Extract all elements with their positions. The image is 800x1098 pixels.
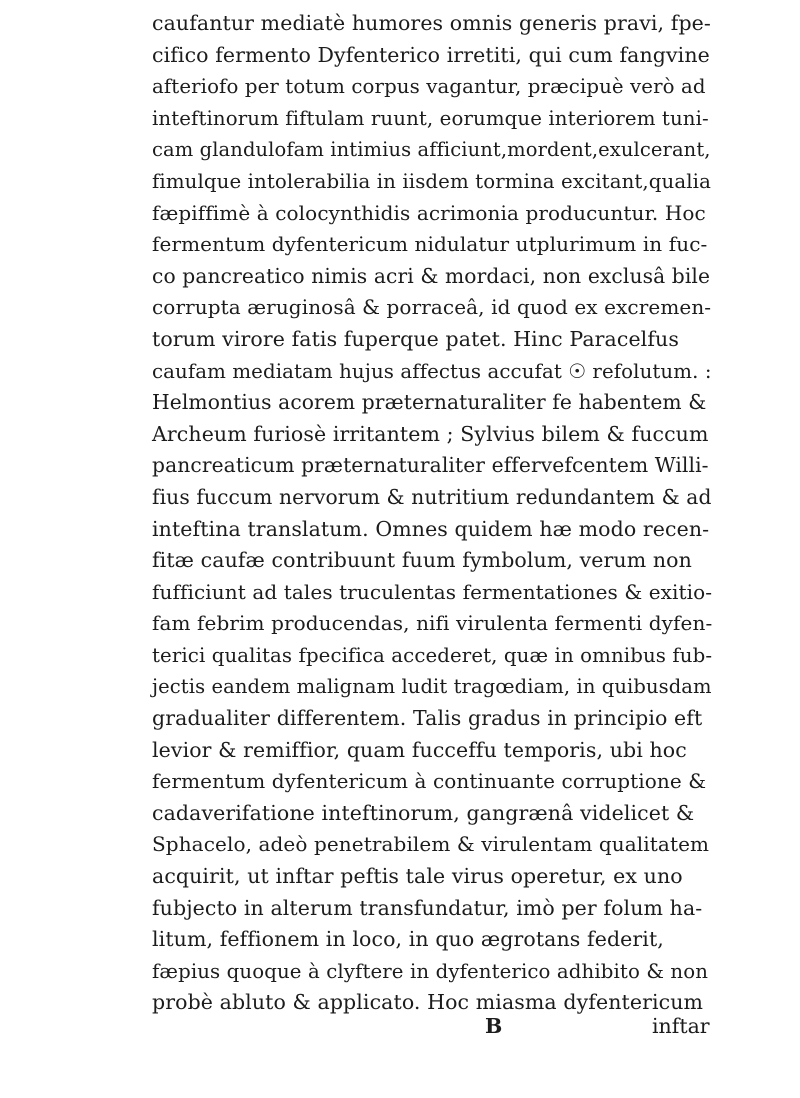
body-text — [152, 8, 712, 1019]
text-line: terici qualitas fpecifica accederet, quæ in omnibus fub- — [152, 643, 713, 667]
text-line: torum virore fatis fuperque patet. Hinc Paracelfus — [152, 326, 679, 351]
catchword: inftar — [652, 1014, 710, 1038]
text-line: Sphacelo, adeò penetrabilem & virulentam qualitatem — [152, 832, 710, 857]
text-line: fitæ caufæ contribuunt fuum fymbolum, verum non — [152, 548, 692, 573]
text-line: fæpiffimè à colocynthidis acrimonia producuntur. Hoc — [152, 200, 706, 225]
text-line: fam febrim producendas, nifi virulenta fermenti dyfen- — [152, 611, 713, 636]
text-line: litum, feffionem in loco, in quo ægrotans federit, — [152, 927, 664, 952]
text-line: levior & remiffior, quam fucceffu temporis, ubi hoc — [152, 737, 687, 762]
text-line: gradualiter differentem. Talis gradus in principio eft — [152, 706, 703, 731]
text-line: cifico fermento Dyfenterico irretiti, qui cum fangvine — [152, 42, 710, 67]
text-line: cadaverifatione inteftinorum, gangrænâ videlicet & — [152, 800, 695, 825]
text-line: co pancreatico nimis acri & mordaci, non exclusâ bile — [152, 263, 711, 288]
text-line: inteftina translatum. Omnes quidem hæ modo recen- — [152, 516, 710, 541]
text-line: corrupta æruginosâ & porraceâ, id quod ex excremen- — [152, 295, 712, 320]
text-line: fius fuccum nervorum & nutritium redundantem & ad — [152, 484, 712, 509]
text-line: probè abluto & applicato. Hoc miasma dyfentericum — [152, 990, 704, 1015]
text-line: fimulque intolerabilia in iisdem tormina excitant,qualia — [152, 169, 711, 193]
page-footer — [152, 1011, 712, 1041]
text-line: caufantur mediatè humores omnis generis pravi, fpe- — [152, 11, 711, 35]
text-line: caufam mediatam hujus affectus accufat ☉ refolutum. : — [152, 359, 712, 383]
text-line: fæpius quoque à clyftere in dyfenterico adhibito & non — [152, 959, 709, 983]
text-line: inteftinorum fiftulam ruunt, eorumque interiorem tuni- — [152, 106, 709, 130]
text-line: fufficiunt ad tales truculentas fermentationes & exitio- — [152, 579, 713, 604]
text-line: afteriofo per totum corpus vagantur, præcipuè verò ad — [152, 75, 706, 99]
text-line: Helmontius acorem præternaturaliter fe habentem & — [152, 390, 707, 415]
text-line: fermentum dyfentericum à continuante corruptione & — [152, 769, 707, 794]
text-line: fubjecto in alterum transfundatur, imò per folum ha- — [152, 895, 703, 920]
text-line: Archeum furiosè irritantem ; Sylvius bilem & fuccum — [152, 421, 709, 446]
signature-mark: B — [485, 1014, 503, 1038]
text-line: fermentum dyfentericum nidulatur utplurimum in fuc- — [152, 232, 708, 257]
text-line: acquirit, ut inftar peftis tale virus operetur, ex uno — [152, 864, 683, 889]
text-line: jectis eandem malignam ludit tragœdiam, in quibusdam — [152, 675, 712, 699]
text-line: cam glandulofam intimius afficiunt,mordent,exulcerant, — [152, 138, 711, 162]
text-line: pancreaticum præternaturaliter effervefcentem Willi- — [152, 453, 709, 478]
